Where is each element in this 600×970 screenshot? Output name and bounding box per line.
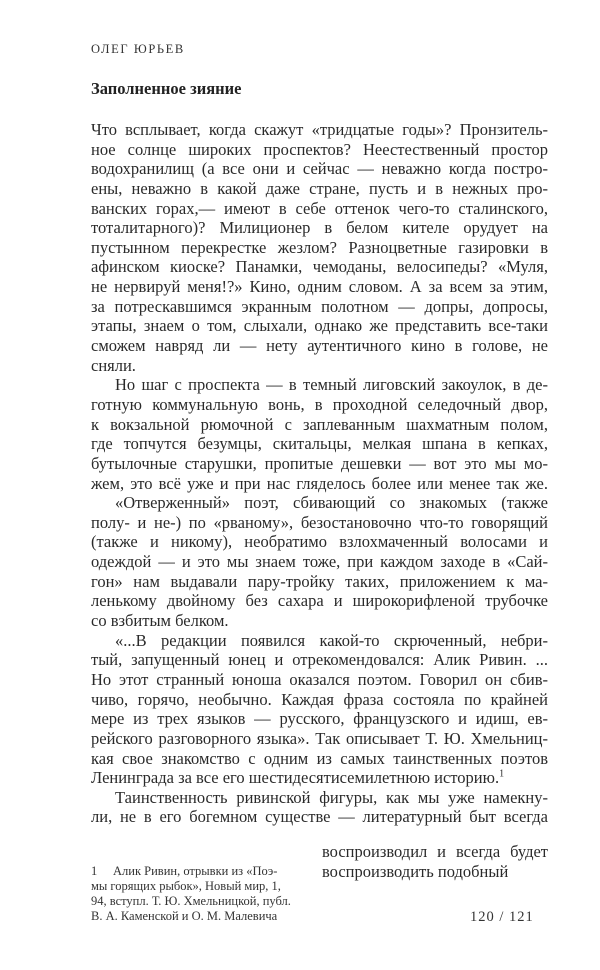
footnote-line: В. А. Каменской и О. М. Малевича [91,909,278,923]
text-line [91,415,548,435]
text-line [91,552,548,572]
text-line [91,493,548,513]
text-line [91,690,548,710]
text-line-content: рейского разговорного языка». Так описывает Т. Ю. Хмельниц- [91,728,548,748]
text-line-content: жем, это всё уже и при нас гляделось более или менее так же. [91,473,548,493]
text-line-content: воспроизводил и всегда будет [322,842,548,861]
text-line [91,375,548,395]
text-line [91,179,548,199]
text-line-content: полу- и не-) по «рваному», безостановочно что-то говорящий [91,512,548,532]
text-line [91,591,548,611]
text-line-content: пустынном перекрестке жезлом? Разноцветные газировки в [91,237,548,257]
text-line-content: ли, не в его богемном существе — литературный быт всегда [91,807,548,827]
body-text-continuation [322,842,548,882]
text-line-content: Таинственность ривинской фигуры, как мы уже намекну- [115,787,548,807]
text-line [91,631,548,651]
body-text [91,120,548,827]
text-line [91,474,548,494]
text-line [91,454,548,474]
footnote-text: Алик Ривин, отрывки из «Поэ- [113,864,278,878]
footnote [91,864,313,924]
text-line [91,356,548,376]
text-line [91,218,548,238]
text-line-content: сняли. [91,355,136,375]
text-line-content: (также и никому), необратимо взлохмаченный волосами и [91,532,548,552]
text-line-content: сможем навряд ли — нету аутентичного кино в голове, не [91,336,548,356]
text-line-content: за потрескавшимся экранным полотном — допры, допросы, [91,296,548,316]
text-line [91,434,548,454]
text-line-content: где топчутся безумцы, скитальцы, мелкая шпана в кепках, [91,434,548,454]
page-number: 120 / 121 [470,909,534,925]
text-line-content: одеждой — и это мы знаем тоже, при каждом заходе в «Сай- [91,552,548,572]
text-line [91,159,548,179]
text-line [91,199,548,219]
text-line-content: кая свое знакомство с одним из самых таинственных поэтов [91,748,548,768]
text-line [91,140,548,160]
text-line-content: водохранилищ (а все они и сейчас — неважно когда постро- [91,159,548,179]
footnote-number: 1 [91,864,98,878]
running-header-author: ОЛЕГ ЮРЬЕВ [91,42,185,56]
text-line-content: этапы, знаем о том, слыхали, однако же представить все-таки [91,316,548,336]
text-line [91,277,548,297]
footnote-line: 94, вступл. Т. Ю. Хмельницкой, публ. [91,894,291,908]
text-line-content: ленькому двойному без сахара и широкорифленой трубочке [91,591,548,611]
chapter-title: Заполненное зияние [91,79,242,98]
text-line-content: мере из трех языков — русского, французского и идиш, ев- [91,709,548,729]
text-line [91,670,548,690]
text-line-content: бутылочные старушки, пропитые дешевки — вот это мы мо- [91,453,548,473]
text-line [91,395,548,415]
text-line [91,709,548,729]
footnote-reference[interactable]: 1 [499,768,505,780]
text-line [91,572,548,592]
text-line-content: афинском киоске? Панамки, чемоданы, велосипеды? «Муля, [91,257,548,277]
text-line-content: тый, запущенный юнец и отрекомендовался: Алик Ривин. ... [91,650,548,670]
text-line [91,768,548,788]
text-line-content: Но шаг с проспекта — в темный лиговский закоулок, в де- [115,375,548,395]
text-line [91,611,548,631]
text-line [91,788,548,808]
text-line-content: Но этот странный юноша оказался поэтом. Говорил он сбив- [91,669,548,689]
text-line-content: ное солнце широких проспектов? Неестественный простор [91,139,548,159]
text-line-content: готную коммунальную вонь, в проходной селедочный двор, [91,394,548,414]
text-line-content: воспроизводить подобный [322,862,509,881]
text-line-content: Ленинграда за все его шестидесятисемилетнюю историю. [91,768,500,788]
text-line-content: чиво, горячо, необычно. Каждая фраза состояла по крайней [91,689,548,709]
text-line [91,297,548,317]
text-line-content: тоталитарного)? Милиционер в белом кителе орудует на [91,218,548,238]
text-line [91,120,548,140]
text-line-content: «...В редакции появился какой-то скрюченный, небри- [115,630,548,650]
text-line-content: со взбитым белком. [91,611,229,631]
text-line [91,807,548,827]
text-line-content: ванских горах,— имеют в себе оттенок чего-то сталинского, [91,198,548,218]
text-line [91,238,548,258]
text-line-content: не нервируй меня!?» Кино, одним словом. А за всем за этим, [91,277,548,297]
text-line-content: ены, неважно в какой даже стране, пусть и в нежных про- [91,178,548,198]
text-line [91,650,548,670]
text-line [91,316,548,336]
text-line-content: «Отверженный» поэт, сбивающий со знакомых (также [115,493,548,513]
text-line [91,749,548,769]
footnote-line [91,864,313,879]
text-line [91,513,548,533]
text-line [91,336,548,356]
text-line [91,257,548,277]
text-line-content: Что всплывает, когда скажут «тридцатые годы»? Пронзитель- [91,120,548,139]
text-line [322,862,548,882]
text-line-content: гон» нам выдавали пару-тройку таких, приложением к ма- [91,571,548,591]
footnote-line: мы горящих рыбок», Новый мир, 1, [91,879,281,893]
text-line-content: к вокзальной рюмочной с заплеванным шахматным полом, [91,414,548,434]
text-line [91,729,548,749]
text-line [322,842,548,862]
text-line [91,532,548,552]
